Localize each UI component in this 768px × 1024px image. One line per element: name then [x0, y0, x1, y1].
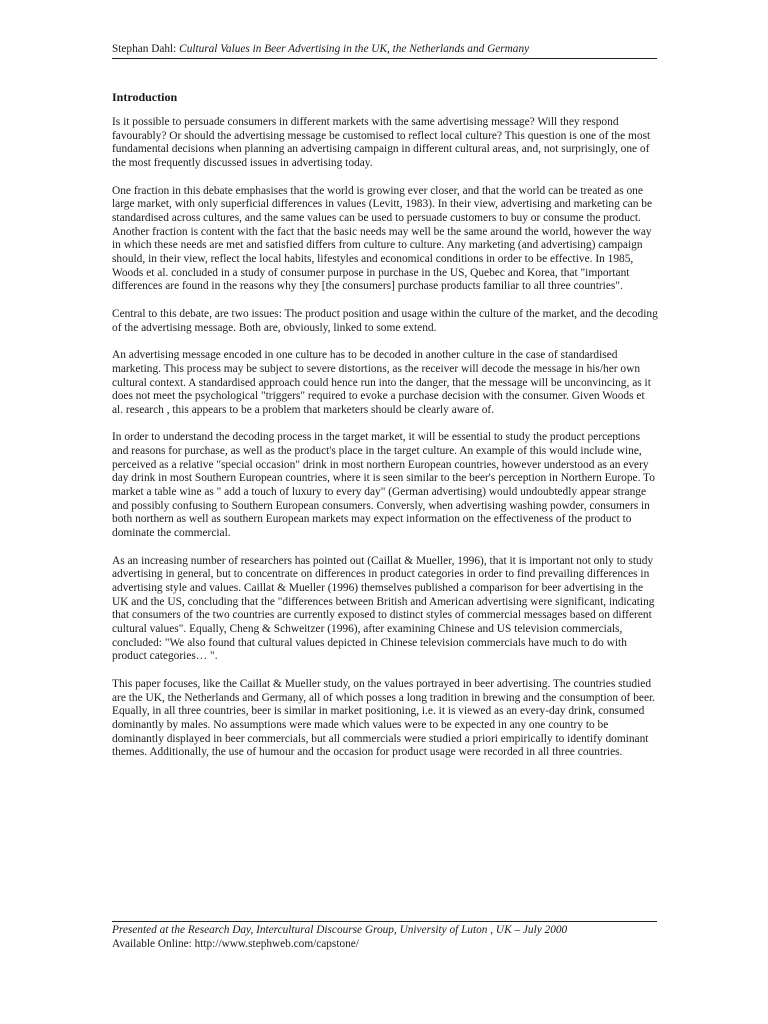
- paragraph: As an increasing number of researchers has pointed out (Caillat & Mueller, 1996), that it is important not only to study advertising in general, but to concentrate on differences in product categories in order to find prevailing differences in advertising style and values. Caillat & Mueller (1996) themselves published a comparison for beer advertising in the UK and the US, concluding that the "differences between British and American advertising were significant, indicating that consumers of the two countries are currently exposed to distinct styles of commercial messages based on different cultural values". Equally, Cheng & Schweitzer (1996), after examining Chinese and US television commercials, concluded: "We also found that cultural values depicted in Chinese television commercials have much to do with product categories… ".: [112, 554, 655, 663]
- header-author: Stephan Dahl:: [112, 43, 177, 55]
- paragraph: Central to this debate, are two issues: The product position and usage within the culture of the market, and the decoding of the advertising message. Both are, obviously, linked to some extend.: [112, 307, 658, 334]
- paragraph: Is it possible to persuade consumers in different markets with the same advertising message? Will they respond favourably? Or should the advertising message be customised to reflect local culture? This question is one of the most fundamental decisions when planning an advertising campaign in different cultural areas, and, not surprisingly, one of the most frequently discussed issues in advertising today.: [112, 116, 651, 169]
- paragraph: In order to understand the decoding process in the target market, it will be essential to study the product perceptions and reasons for purchase, as well as the product's place in the target culture. An example of this would include wine, perceived as a relative "special occasion" drink in most northern European countries, however understood as an every day drink in most Southern European countries, where it is seen similar to the beer's perception in Northern Europe. To market a table wine as " add a touch of luxury to every day" (German advertising) would undoubtedly appear strange and possibly confusing to Southern European consumers. Conversly, when advertising washing powder, consumers in both northern as well as southern European markets may expect information on the effectiveness of the product to dominate the commercial.: [112, 431, 655, 540]
- body-content: [112, 90, 658, 774]
- paragraph: An advertising message encoded in one culture has to be decoded in another culture in the case of standardised marketing. This process may be subject to severe distortions, as the receiver will decode the message in his/her own cultural context. A standardised approach could hence run into the danger, that the message will be unconvincing, as it does not meet the psychological "triggers" required to evoke a purchase decision with the consumer. Given Woods et al. research , this appears to be a problem that marketers should be clearly aware of.: [112, 349, 651, 416]
- paragraph: One fraction in this debate emphasises that the world is growing ever closer, and that the world can be treated as one large market, with only superficial differences in values (Levitt, 1983). In their view, advertising and marketing can be standardised across cultures, and the same values can be used to persuade customers to buy or consume the product. Another fraction is content with the fact that the basic needs may well be the same around the world, however the way in which these needs are met and satisfied differs from culture to culture. Any marketing (and advertising) campaign should, in their view, reflect the local habits, lifestyles and economical conditions in order to be effective. In 1985, Woods et al. concluded in a study of consumer purpose in purchase in the US, Quebec and Korea, that "important differences are found in the reasons why they [the consumers] purchase products familiar to all three countries".: [112, 184, 653, 293]
- header-title: Cultural Values in Beer Advertising in the UK, the Netherlands and Germany: [179, 43, 530, 55]
- section-heading: Introduction: [112, 90, 178, 104]
- page-footer: [112, 921, 657, 951]
- footer-availability-link[interactable]: Available Online: http://www.stephweb.com/capstone/: [112, 937, 359, 950]
- paragraph: This paper focuses, like the Caillat & Mueller study, on the values portrayed in beer advertising. The countries studied are the UK, the Netherlands and Germany, all of which posses a long tradition in brewing and the consumption of beer. Equally, in all three countries, beer is similar in market positioning, i.e. it is viewed as an every-day drink, consumed dominantly by males. No assumptions were made which values were to be expected in any one country to be dominantly displayed in beer commercials, but all commercials were studied a priori empirically to identify dominant themes. Additionally, the use of humour and the occasion for product usage were recorded in all three countries.: [112, 677, 656, 759]
- running-header: [112, 42, 657, 59]
- footer-presentation-note: Presented at the Research Day, Intercultural Discourse Group, University of Luton , UK – July 2000: [112, 924, 568, 936]
